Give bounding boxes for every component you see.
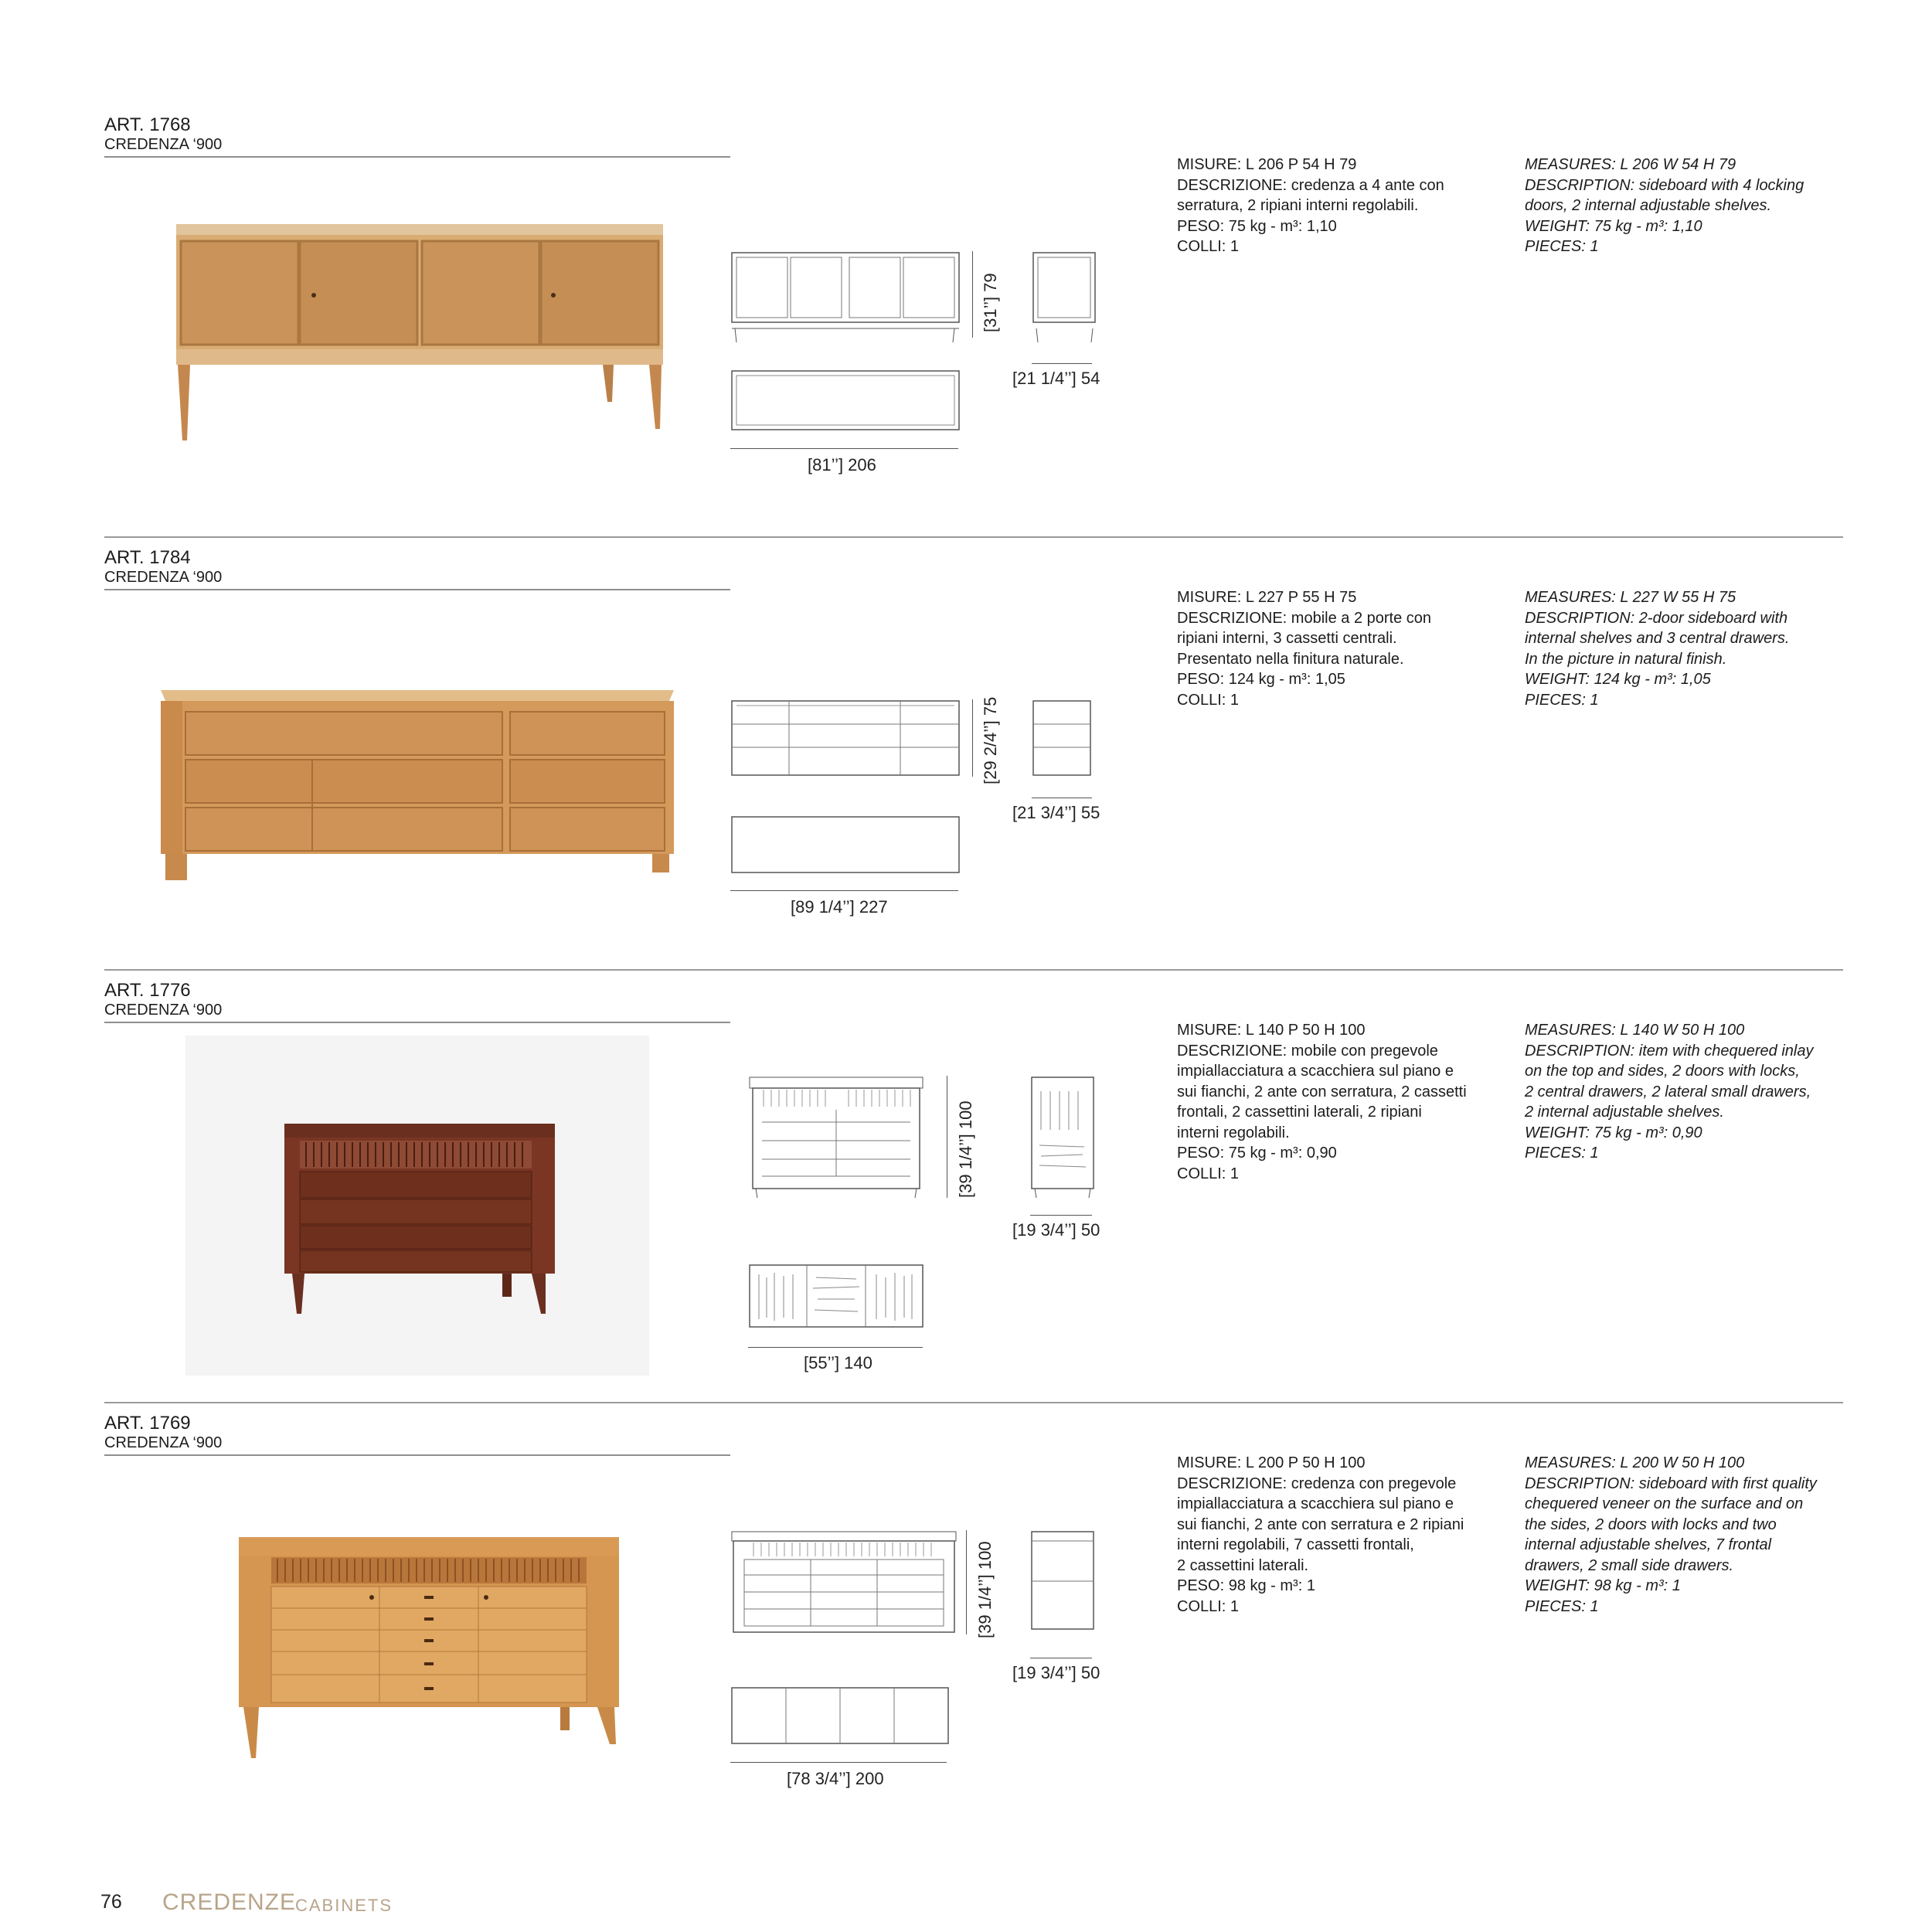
spec-line: ripiani interni, 3 cassetti centrali.	[1177, 630, 1397, 647]
height-dimension-line	[972, 251, 973, 338]
spec-line: DESCRIPTION: 2-door sideboard with	[1525, 609, 1788, 627]
product-photo	[155, 684, 680, 885]
spec-line: Presentato nella finitura naturale.	[1177, 650, 1404, 668]
italian-specs	[1177, 155, 1502, 257]
spec-line: DESCRIZIONE: credenza a 4 ante con	[1177, 176, 1444, 194]
top-plan-drawing	[730, 1686, 951, 1745]
side-elevation-drawing	[1030, 1076, 1096, 1199]
title-underline	[104, 589, 730, 590]
height-dimension-line	[972, 699, 973, 777]
spec-line: PESO: 75 kg - m³: 0,90	[1177, 1145, 1337, 1162]
width-dimension: [78 3/4’’] 200	[787, 1769, 884, 1788]
product-art-1769	[0, 1406, 1932, 1839]
spec-line: MEASURES: L 227 W 55 H 75	[1525, 589, 1736, 606]
spec-line: serratura, 2 ripiani interni regolabili.	[1177, 197, 1419, 214]
article-number: ART. 1784	[104, 547, 191, 568]
spec-line: frontali, 2 cassettini laterali, 2 ripiani	[1177, 1104, 1422, 1121]
article-subtitle: CREDENZA ‘900	[104, 1434, 223, 1451]
product-art-1776	[0, 974, 1932, 1406]
depth-dimension-line	[1032, 363, 1092, 364]
spec-line: DESCRIZIONE: credenza con pregevole	[1177, 1475, 1457, 1492]
spec-line: COLLI: 1	[1177, 1597, 1240, 1615]
spec-line: MISURE: L 227 P 55 H 75	[1177, 589, 1357, 606]
english-specs	[1525, 155, 1849, 257]
spec-line: PIECES: 1	[1525, 1597, 1599, 1615]
spec-line: on the top and sides, 2 doors with locks,	[1525, 1063, 1800, 1080]
spec-line: DESCRIZIONE: mobile a 2 porte con	[1177, 609, 1432, 627]
spec-line: impiallacciatura a scacchiera sul piano e	[1177, 1495, 1454, 1512]
spec-line: drawers, 2 small side drawers.	[1525, 1556, 1734, 1574]
spec-line: MEASURES: L 140 W 50 H 100	[1525, 1022, 1745, 1039]
front-elevation-drawing	[748, 1076, 926, 1199]
width-dimension: [89 1/4’’] 227	[791, 897, 888, 917]
title-underline	[104, 156, 730, 158]
spec-line: doors, 2 internal adjustable shelves.	[1525, 197, 1772, 214]
spec-line: In the picture in natural finish.	[1525, 650, 1727, 668]
front-elevation-drawing	[730, 1530, 958, 1634]
width-dimension: [55’’] 140	[804, 1353, 872, 1372]
width-dimension-line	[748, 1347, 923, 1348]
spec-line: WEIGHT: 75 kg - m³: 1,10	[1525, 217, 1702, 235]
english-specs	[1525, 1453, 1849, 1617]
spec-line: MISURE: L 200 P 50 H 100	[1177, 1454, 1366, 1471]
spec-line: DESCRIPTION: sideboard with 4 locking	[1525, 176, 1804, 194]
title-underline	[104, 1022, 730, 1023]
spec-line: COLLI: 1	[1177, 1165, 1240, 1182]
italian-specs	[1177, 587, 1502, 710]
width-dimension-line	[730, 890, 958, 891]
spec-line: PESO: 75 kg - m³: 1,10	[1177, 217, 1337, 235]
height-dimension: [31’’] 79	[981, 273, 1000, 332]
title-underline	[104, 1454, 730, 1456]
spec-line: chequered veneer on the surface and on	[1525, 1495, 1804, 1512]
spec-line: COLLI: 1	[1177, 691, 1240, 709]
spec-line: PESO: 124 kg - m³: 1,05	[1177, 671, 1345, 688]
italian-specs	[1177, 1020, 1502, 1184]
spec-line: WEIGHT: 98 kg - m³: 1	[1525, 1577, 1681, 1594]
article-number: ART. 1776	[104, 980, 191, 1001]
spec-line: DESCRIPTION: sideboard with first quality	[1525, 1475, 1817, 1492]
spec-line: internal shelves and 3 central drawers.	[1525, 630, 1790, 647]
spec-line: 2 internal adjustable shelves.	[1525, 1104, 1724, 1121]
product-art-1768	[0, 108, 1932, 541]
spec-line: interni regolabili, 7 cassetti frontali,	[1177, 1536, 1414, 1553]
spec-line: 2 cassettini laterali.	[1177, 1556, 1309, 1574]
product-photo	[170, 224, 672, 448]
spec-line: DESCRIPTION: item with chequered inlay	[1525, 1042, 1814, 1060]
article-number: ART. 1769	[104, 1413, 191, 1434]
height-dimension: [39 1/4’’] 100	[975, 1541, 995, 1638]
spec-line: internal adjustable shelves, 7 frontal	[1525, 1536, 1772, 1553]
spec-line: MEASURES: L 200 W 50 H 100	[1525, 1454, 1745, 1471]
top-plan-drawing	[730, 369, 962, 431]
side-elevation-drawing	[1030, 1530, 1096, 1634]
spec-line: 2 central drawers, 2 lateral small drawers,	[1525, 1083, 1811, 1100]
section-divider	[104, 1402, 1843, 1403]
width-dimension-line	[730, 448, 958, 449]
italian-specs	[1177, 1453, 1502, 1617]
height-dimension-line	[966, 1530, 967, 1634]
section-divider	[104, 536, 1843, 538]
spec-line: WEIGHT: 124 kg - m³: 1,05	[1525, 671, 1711, 688]
side-elevation-drawing	[1032, 251, 1097, 344]
spec-line: PIECES: 1	[1525, 1145, 1599, 1162]
spec-line: DESCRIZIONE: mobile con pregevole	[1177, 1042, 1438, 1060]
product-art-1784	[0, 541, 1932, 974]
depth-dimension: [19 3/4’’] 50	[1012, 1220, 1100, 1240]
english-specs	[1525, 1020, 1849, 1164]
spec-line: WEIGHT: 75 kg - m³: 0,90	[1525, 1124, 1702, 1141]
article-subtitle: CREDENZA ‘900	[104, 1002, 223, 1019]
spec-line: sui fianchi, 2 ante con serratura e 2 ripiani	[1177, 1515, 1464, 1533]
front-elevation-drawing	[730, 699, 962, 781]
width-dimension: [81’’] 206	[808, 455, 876, 474]
height-dimension: [29 2/4’’] 75	[981, 696, 1000, 784]
article-subtitle: CREDENZA ‘900	[104, 569, 223, 586]
spec-line: PIECES: 1	[1525, 691, 1599, 709]
depth-dimension-line	[1030, 1215, 1092, 1216]
width-dimension-line	[730, 1762, 947, 1763]
section-title-en: CABINETS	[295, 1896, 393, 1915]
english-specs	[1525, 587, 1849, 710]
spec-line: impiallacciatura a scacchiera sul piano e	[1177, 1063, 1454, 1080]
spec-line: sui fianchi, 2 ante con serratura, 2 cassetti	[1177, 1083, 1467, 1100]
top-plan-drawing	[748, 1264, 926, 1329]
spec-line: MEASURES: L 206 W 54 H 79	[1525, 156, 1736, 173]
spec-line: MISURE: L 206 P 54 H 79	[1177, 156, 1357, 173]
page-number: 76	[100, 1891, 122, 1913]
spec-line: MISURE: L 140 P 50 H 100	[1177, 1022, 1366, 1039]
section-title-it: CREDENZE	[162, 1889, 297, 1915]
spec-line: interni regolabili.	[1177, 1124, 1290, 1141]
spec-line: PIECES: 1	[1525, 238, 1599, 255]
height-dimension: [39 1/4’’] 100	[956, 1100, 975, 1198]
top-plan-drawing	[730, 815, 962, 874]
product-photo	[236, 1534, 622, 1758]
article-subtitle: CREDENZA ‘900	[104, 136, 223, 153]
depth-dimension: [21 3/4’’] 55	[1012, 803, 1100, 822]
spec-line: PESO: 98 kg - m³: 1	[1177, 1577, 1315, 1594]
spec-line: COLLI: 1	[1177, 238, 1240, 255]
product-photo	[278, 1121, 564, 1314]
depth-dimension: [21 1/4’’] 54	[1012, 369, 1100, 388]
side-elevation-drawing	[1032, 699, 1094, 781]
spec-line: the sides, 2 doors with locks and two	[1525, 1515, 1777, 1533]
article-number: ART. 1768	[104, 114, 191, 135]
section-divider	[104, 969, 1843, 971]
depth-dimension: [19 3/4’’] 50	[1012, 1663, 1100, 1682]
front-elevation-drawing	[730, 251, 962, 344]
